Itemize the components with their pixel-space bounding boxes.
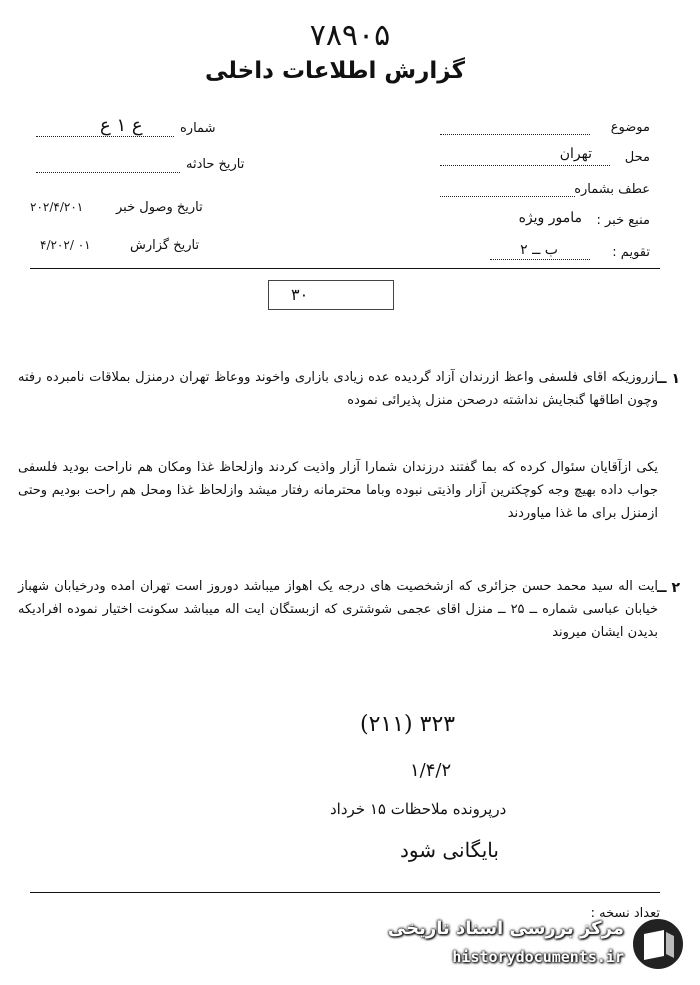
- archive-stamp: [268, 280, 394, 310]
- subject-line: [440, 134, 590, 135]
- footer-divider: [30, 892, 660, 893]
- header-divider: [30, 268, 660, 269]
- item-2-paragraph: ایت اله سید محمد حسن جزائری که ازشخصیت های درجه یک اهواز میباشد دوروز است تهران امده ودرخیابان شهباز خیابان عباسی شماره ــ ۲۵ ــ منزل اقای عجمی شوشتری که ازبستگان ایت اله میباشد سکونت اختیار نموده افرادیکه بدیدن ایشان میروند: [18, 579, 658, 640]
- stamp-text: ۳۰: [291, 285, 309, 304]
- incident-date-label: تاریخ حادثه: [186, 157, 245, 172]
- handwritten-reference: ۳۲۳ (۲۱۱): [360, 712, 456, 737]
- rating-label: تقویم :: [612, 245, 650, 260]
- number-label: شماره: [180, 121, 216, 136]
- rating-line: [490, 259, 590, 260]
- place-line: [440, 165, 610, 166]
- watermark-org-name: مرکز بررسی اسناد تاریخی: [387, 918, 624, 939]
- report-date-value: ۰۱ /۴/۲۰۲: [40, 238, 91, 252]
- number-line: [36, 136, 174, 137]
- reference-line: [440, 196, 575, 197]
- handwritten-note: درپرونده ملاحظات ۱۵ خرداد: [330, 800, 507, 818]
- item-1-paragraph: ازروزیکه اقای فلسفی واعظ ازرندان آزاد گردیده عده زیادی بازاری واخوند ووعاظ تهران درمنزل بملاقات نامبرده رفته وچون اطاقها گنجایش نداشته درصحن منزل پذیرائی نموده: [18, 370, 658, 408]
- report-date-label: تاریخ گزارش: [130, 238, 200, 253]
- document-title: گزارش اطلاعات داخلی: [205, 58, 465, 84]
- source-label: منبع خبر :: [596, 213, 650, 228]
- place-label: محل: [624, 150, 650, 165]
- watermark-url: historydocuments.ir: [452, 948, 624, 966]
- source-value: مامور ویژه: [518, 210, 582, 226]
- item-1-paragraph-2: یکی ازآقایان سئوال کرده که بما گفتند درزندان شمارا آزار واذیت کردند وازلحاظ غذا ومکان هم ناراحت بودید فلسفی جواب داده بهیچ وجه کوچکترین آزار واذیتی نبوده وباما محترمانه رفتار میشد وازلحاظ غذا ومحل هم راحت بودیم وحتی ازمنزل برای ما غذا میاوردند: [18, 460, 658, 521]
- item-2-number: ۲ ــ: [657, 580, 680, 596]
- incident-date-line: [36, 172, 180, 173]
- subject-label: موضوع: [610, 120, 650, 135]
- receipt-date-value: ۲۰۲/۴/۲۰۱: [30, 200, 84, 214]
- reference-label: عطف بشماره: [574, 182, 650, 197]
- handwritten-signature: بایگانی شود: [400, 838, 499, 862]
- item-1-number: ۱ ــ: [657, 371, 680, 387]
- handwritten-date: ۱/۴/۲: [410, 760, 452, 781]
- document-number: ۷۸۹۰۵: [309, 18, 391, 53]
- archive-watermark: [362, 912, 692, 978]
- rating-value: ب ــ ۲: [520, 242, 558, 258]
- place-value: تهران: [559, 146, 592, 162]
- number-value: ع ۱ ع: [100, 115, 143, 136]
- archive-logo-icon: [630, 916, 686, 972]
- receipt-date-label: تاریخ وصول خبر: [116, 200, 203, 215]
- copies-label: تعداد نسخه :: [590, 906, 660, 921]
